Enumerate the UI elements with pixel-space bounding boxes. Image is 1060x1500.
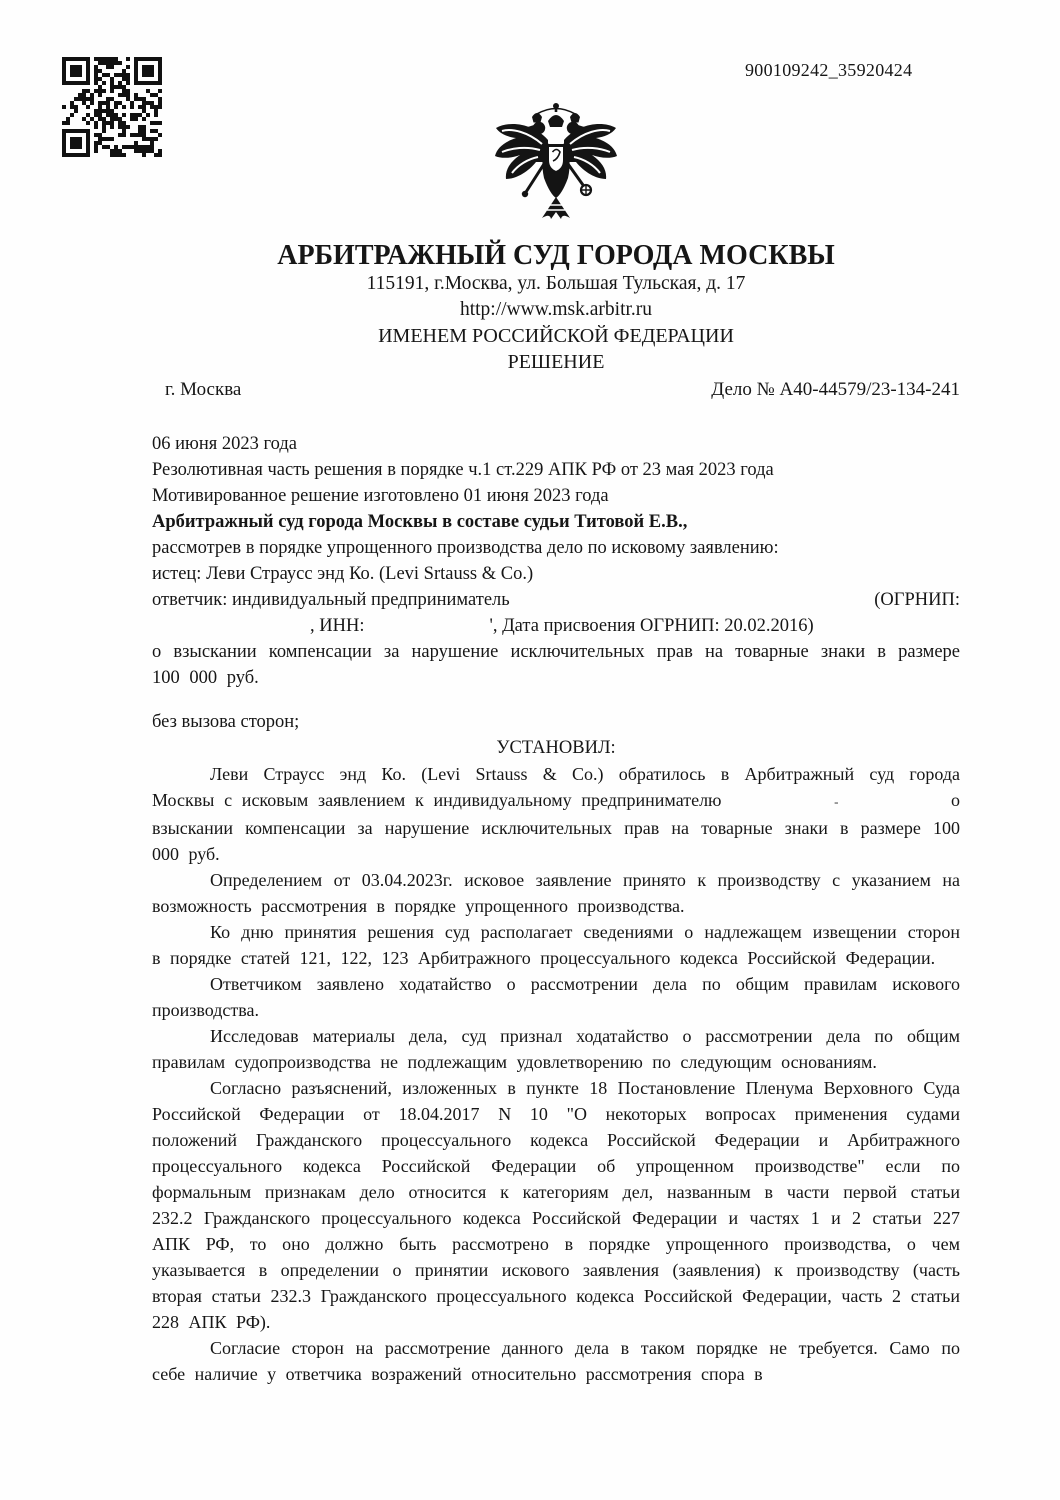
body-paragraph (152, 761, 960, 867)
case-number: Дело № А40-44579/23-134-241 (711, 379, 960, 400)
case-city: г. Москва (165, 379, 242, 400)
motivated-decision-line: Мотивированное решение изготовлено 01 июня 2023 года (152, 486, 609, 506)
established-heading: УСТАНОВИЛ: (496, 738, 616, 758)
paragraph-text: о взыскании компенсации за нарушение исключительных прав на товарные знаки в размере 100 000 руб. (152, 790, 961, 864)
judge-line: Арбитражный суд города Москвы в составе судьи Титовой Е.В., (152, 512, 688, 532)
inn-line (152, 613, 960, 639)
court-name: АРБИТРАЖНЫЙ СУД ГОРОДА МОСКВЫ (277, 240, 835, 271)
court-address: 115191, г.Москва, ул. Большая Тульская, д. 17 (366, 273, 746, 294)
decision-body (152, 761, 960, 1387)
considered-line: рассмотрев в порядке упрощенного производства дело по исковому заявлению: (152, 538, 779, 558)
paragraph-text: Согласно разъяснений, изложенных в пункте 18 Постановление Пленума Верховного Суда Российской Федерации от 18.04.2017 N 10 "О некоторых вопросах применения судами положений Гражданского процессуального кодекса Российской Федерации и Арбитражного процессуального кодекса Российской Федерации об упрощенном производстве" если по формальным признакам дело относится к категориям дел, названным в части первой статьи 232.2 Гражданского процессуального кодекса Российской Федерации и частях 1 и 2 статьи 227 АПК РФ, то оно должно быть рассмотрено в порядке упрощенного производства, о чем указывается в определении о принятии искового заявления (заявления) к производству (часть вторая статьи 232.3 Гражданского процессуального кодекса Российской Федерации, часть 2 статьи 228 АПК РФ). (152, 1078, 960, 1332)
in-the-name-line: ИМЕНЕМ РОССИЙСКОЙ ФЕДЕРАЦИИ (378, 325, 734, 347)
body-paragraph (152, 919, 960, 971)
defendant-line (152, 587, 960, 613)
qr-code-icon (62, 57, 162, 160)
paragraph-text: Определением от 03.04.2023г. исковое заявление принято к производству с указанием на возможность рассмотрения в порядке упрощенного производства. (152, 870, 960, 916)
inn-label: , ИНН: (310, 616, 365, 636)
decision-preamble (152, 431, 960, 735)
redaction-gap: - (834, 794, 839, 809)
body-paragraph (152, 1335, 960, 1387)
paragraph-text: Ответчиком заявлено ходатайство о рассмотрении дела по общим правилам искового производства. (152, 974, 960, 1020)
paragraph-text: Согласие сторон на рассмотрение данного дела в таком порядке не требуется. Само по себе наличие у ответчика возражений относительно рассмотрения спора в (152, 1338, 960, 1384)
claim-subject-line: о взыскании компенсации за нарушение исключительных прав на товарные знаки в размере 100 000 руб. (152, 642, 960, 688)
body-paragraph (152, 1023, 960, 1075)
defendant-label: ответчик: индивидуальный предприниматель (152, 590, 510, 610)
resolutive-part-line: Резолютивная часть решения в порядке ч.1 ст.229 АПК РФ от 23 мая 2023 года (152, 460, 774, 480)
ogrnip-label: (ОГРНИП: (874, 590, 960, 610)
ogrnip-date: ', Дата присвоения ОГРНИП: 20.02.2016) (489, 616, 814, 636)
paragraph-text: Ко дню принятия решения суд располагает сведениями о надлежащем извещении сторон в порядке статей 121, 122, 123 Арбитражного процессуального кодекса Российской Федерации. (152, 922, 960, 968)
paragraph-text: Леви Страусс энд Ко. (Levi Srtauss & Co.) обратилось в Арбитражный суд города Москвы с исковым заявлением к индивидуальному предпринимателю (152, 764, 960, 810)
document-type: РЕШЕНИЕ (507, 351, 605, 373)
without-parties-line: без вызова сторон; (152, 712, 300, 732)
plaintiff-line: истец: Леви Страусс энд Ко. (Levi Srtauss & Co.) (152, 564, 534, 584)
decision-date-line: 06 июня 2023 года (152, 434, 297, 454)
body-paragraph (152, 971, 960, 1023)
body-paragraph (152, 1075, 960, 1335)
body-paragraph (152, 867, 960, 919)
paragraph-text: Исследовав материалы дела, суд признал ходатайство о рассмотрении дела по общим правилам судопроизводства не подлежащим удовлетворению по следующим основаниям. (152, 1026, 960, 1072)
document-registration-number: 900109242_35920424 (745, 60, 913, 80)
russia-coat-of-arms-icon (152, 0, 960, 224)
court-url: http://www.msk.arbitr.ru (459, 299, 653, 320)
